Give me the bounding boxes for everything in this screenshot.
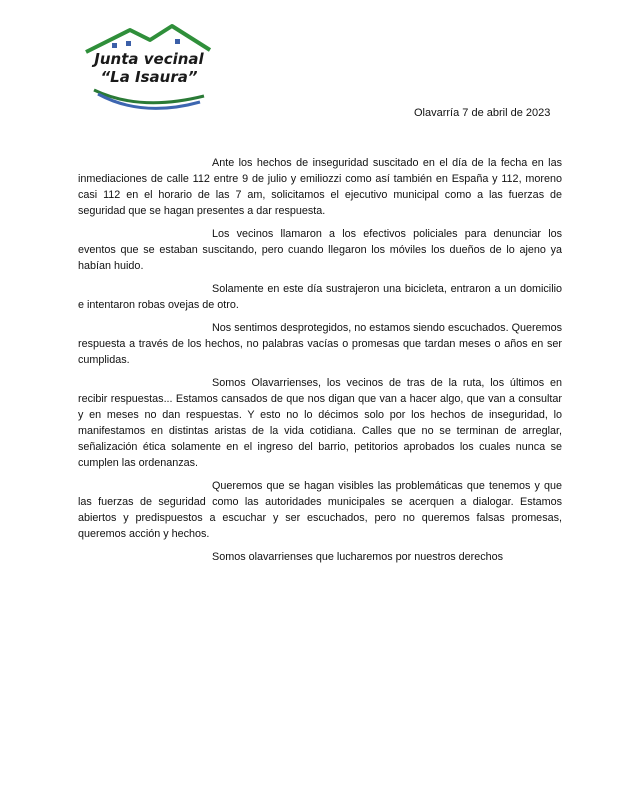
paragraph: Ante los hechos de inseguridad suscitado en el día de la fecha en las inmediaciones de calle 112 entre 9 de julio y emiliozzi como así también en España y 112, moreno casi 112 en el horario de las 7 am, solicitamos el ejecutivo municipal como a las fuerzas de seguridad que se hagan presentes a dar respuesta. [78, 157, 562, 217]
logo-title: Junta vecinal [94, 50, 204, 68]
paragraph: Queremos que se hagan visibles las problemáticas que tenemos y que las fuerzas de seguridad como las autoridades municipales se acerquen a dialogar. Estamos abiertos y predispuestos a escuchar y ser escuchados, pero no queremos falsas promesas, queremos acción y hechos. [78, 480, 562, 540]
paragraph: Solamente en este día sustrajeron una bicicleta, entraron a un domicilio e intentaron robas ovejas de otro. [78, 283, 562, 311]
paragraph: Los vecinos llamaron a los efectivos policiales para denunciar los eventos que se estaban suscitando, pero cuando llegaron los móviles los dueños de lo ajeno ya habían huido. [78, 228, 562, 272]
paragraph: Somos Olavarrienses, los vecinos de tras de la ruta, los últimos en recibir respuestas... Estamos cansados de que nos digan que van a hacer algo, que van a consultar y en meses no dan respuestas. Y esto no lo décimos solo por los hechos de inseguridad, lo manifestamos en distintas aristas de la vida cotidiana. Calles que no se terminan de arreglar, señalización ética solamente en el ingreso del barrio, petitorios aprobados los cuales nunca se cumplen las ordenanzas. [78, 377, 562, 469]
junta-vecinal-logo [80, 20, 215, 112]
logo-subtitle: “La Isaura” [100, 68, 198, 86]
letter-date: Olavarría 7 de abril de 2023 [414, 107, 551, 119]
letter-body [78, 155, 562, 572]
closing-line: Somos olavarrienses que lucharemos por nuestros derechos [212, 551, 504, 563]
paragraph: Nos sentimos desprotegidos, no estamos siendo escuchados. Queremos respuesta a través de los hechos, no palabras vacías o promesas que tardan meses o años en ser cumplidas. [78, 322, 562, 366]
